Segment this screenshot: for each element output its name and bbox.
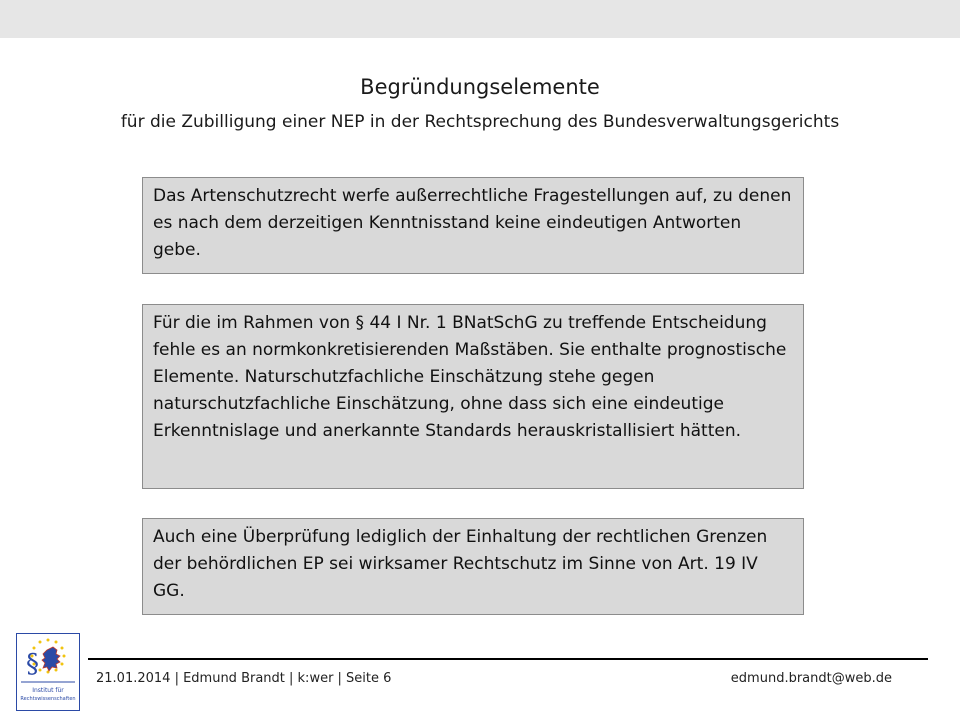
institute-logo: [16, 633, 80, 711]
footer-divider: [88, 658, 928, 660]
slide-subtitle: für die Zubilligung einer NEP in der Rechtsprechung des Bundesverwaltungsgerichts: [120, 112, 840, 132]
lion-icon: [42, 647, 60, 671]
footer-email[interactable]: edmund.brandt@web.de: [730, 671, 892, 686]
top-bar: [0, 0, 960, 38]
reason-box-1: Das Artenschutzrecht werfe außerrechtliche Fragestellungen auf, zu denen es nach dem derzeitigen Kenntnisstand keine eindeutigen Antworten gebe.: [142, 177, 804, 274]
footer-info: 21.01.2014 | Edmund Brandt | k:wer | Seite 6: [96, 671, 392, 686]
reason-box-3: Auch eine Überprüfung lediglich der Einhaltung der rechtlichen Grenzen der behördlichen EP sei wirksamer Rechtschutz im Sinne von Art. 19 IV GG.: [142, 518, 804, 615]
paragraph-icon: §: [26, 649, 39, 679]
logo-caption-1: Institut für: [32, 687, 64, 694]
logo-caption-2: Rechtswissenschaften: [20, 696, 76, 702]
slide-title: Begründungselemente: [360, 75, 600, 99]
reason-box-2: Für die im Rahmen von § 44 I Nr. 1 BNatSchG zu treffende Entscheidung fehle es an normkonkretisierenden Maßstäben. Sie enthalte prognostische Elemente. Naturschutzfachliche Einschätzung stehe gegen naturschutzfachliche Einschätzung, ohne dass sich eine eindeutige Erkenntnislage und anerkannte Standards herauskristallisiert hätten.: [142, 304, 804, 489]
